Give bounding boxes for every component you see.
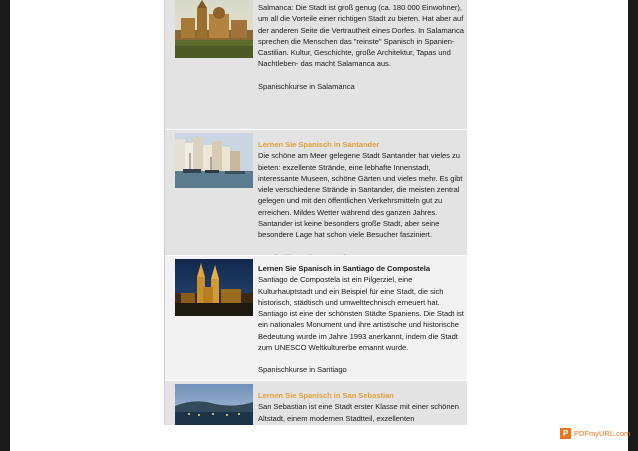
city-block-san-sebastian	[165, 381, 467, 425]
santander-image	[175, 133, 253, 188]
pdfmyurl-brand: PDFmyURL.com	[574, 428, 631, 438]
city-block-santander	[165, 130, 467, 255]
santander-body: Die schöne am Meer gelegene Stadt Santander hat vieles zu bieten: exzellente Strände, eine lebhafte Innenstadt, interessante Museen, schöne Gärten und vieles mehr. Es gibt viele verschiedene Strände in Santander, die meisten zentral gelegen und mit den öffentlichen Verkehrsmitteln gut zu erreichen. Mildes Wetter während des ganzen Jahres. Santander ist keine besonders große Stadt, aber seine besondere Lage hat schon viele Besucher fasziniert.	[258, 151, 463, 240]
san-sebastian-title[interactable]: Lernen Sie Spanisch in San Sebastian	[258, 391, 394, 400]
santiago-courses-link[interactable]: Spanischkurse in Santiago	[258, 365, 347, 375]
santiago-image	[175, 259, 253, 316]
san-sebastian-image	[175, 384, 253, 425]
content-column	[164, 0, 467, 425]
salamanca-image	[175, 0, 253, 58]
salamanca-text	[258, 2, 464, 92]
santander-title[interactable]: Lernen Sie Spanisch in Santander	[258, 140, 380, 149]
santiago-text	[258, 263, 464, 376]
city-block-santiago	[165, 256, 467, 380]
santiago-body: Santiago de Compostela ist ein Pilgerziel, eine Kulturhauptstadt und ein Beispiel für eine Stadt, die sich historisch, städtisch und umwelttechnisch erneuert hat. Santiago ist eine der schönsten Städte Spaniens. Die Stadt ist ein nationales Monument und ihre artistische und historische Bedeutung wurde im Jahre 1993 anerkannt, indem die Stadt zum UNESCO Weltkulturerbe emannt wurde.	[258, 275, 464, 353]
san-sebastian-text	[258, 390, 464, 424]
san-sebastian-body: San Sebastian ist eine Stadt erster Klasse mit einer schönen Altstadt, einem modernen Stadtteil, exzellenten	[258, 402, 459, 423]
pdfmyurl-badge[interactable]	[560, 427, 630, 439]
salamanca-body: Salmanca: Die Stadt ist groß genug (ca. 180 000 Einwohner), um all die Vorteile einer richtigen Stadt zu bieten. Hat aber auf der anderen Seite die Vertrautheit eines Dorfes. In Salamanca sprechen die Menschen das "reinste" Spanisch in Spanien- Castilian. Kultur, Geschichte, große Architektur, Tapas und Nachtleben- das macht Salamanca aus.	[258, 3, 464, 69]
city-block-salamanca	[165, 0, 467, 129]
pdf-icon: P	[560, 428, 571, 439]
page-right-border	[628, 0, 638, 451]
santander-text	[258, 139, 464, 263]
salamanca-courses-link[interactable]: Spanischkurse in Salamanca	[258, 81, 355, 91]
page-left-border	[0, 0, 10, 451]
santiago-title[interactable]: Lernen Sie Spanisch in Santiago de Compostela	[258, 264, 431, 273]
